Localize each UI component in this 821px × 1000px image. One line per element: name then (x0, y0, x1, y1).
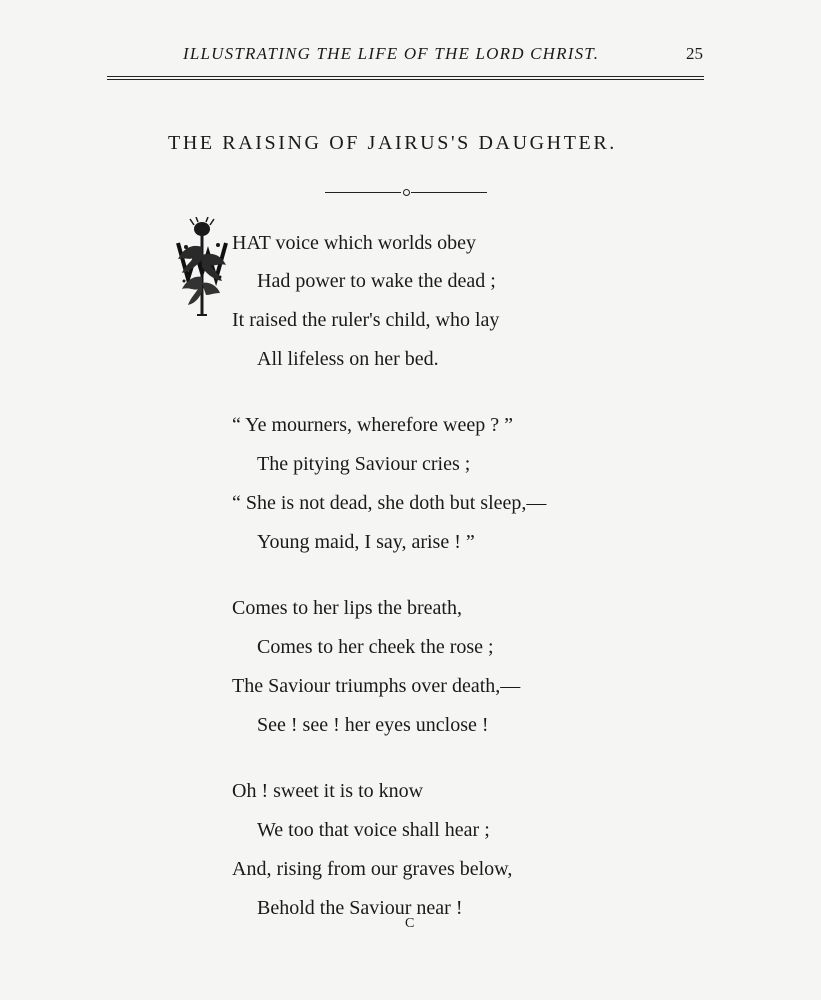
poem-line: Behold the Saviour near ! (257, 897, 463, 919)
poem-line: “ She is not dead, she doth but sleep,— (232, 492, 547, 514)
divider-line-right (411, 192, 487, 193)
divider-dot (403, 189, 410, 196)
poem-line: The Saviour triumphs over death,— (232, 675, 521, 697)
ornamental-divider (325, 188, 487, 198)
header-rule (107, 76, 704, 80)
page-number: 25 (686, 44, 703, 63)
divider-line-left (325, 192, 401, 193)
poem-line: Young maid, I say, arise ! ” (257, 531, 475, 553)
poem-line: All lifeless on her bed. (257, 348, 439, 370)
ornamental-thistle-initial-icon (176, 217, 228, 317)
poem-line: Had power to wake the dead ; (257, 270, 496, 292)
poem-line: “ Ye mourners, wherefore weep ? ” (232, 414, 513, 436)
poem-line: Oh ! sweet it is to know (232, 780, 424, 802)
poem-line: We too that voice shall hear ; (257, 819, 490, 841)
poem-line: HAT voice which worlds obey (232, 232, 477, 254)
signature-mark: C (405, 916, 415, 931)
poem-line: The pitying Saviour cries ; (257, 453, 471, 475)
poem-line: See ! see ! her eyes unclose ! (257, 714, 489, 736)
poem-line: Comes to her lips the breath, (232, 597, 462, 619)
poem-title: THE RAISING OF JAIRUS'S DAUGHTER. (168, 132, 617, 154)
poem-line: Comes to her cheek the rose ; (257, 636, 494, 658)
running-head: ILLUSTRATING THE LIFE OF THE LORD CHRIST. (183, 44, 600, 63)
poem-line: And, rising from our graves below, (232, 858, 513, 880)
poem-line: It raised the ruler's child, who lay (232, 309, 500, 331)
